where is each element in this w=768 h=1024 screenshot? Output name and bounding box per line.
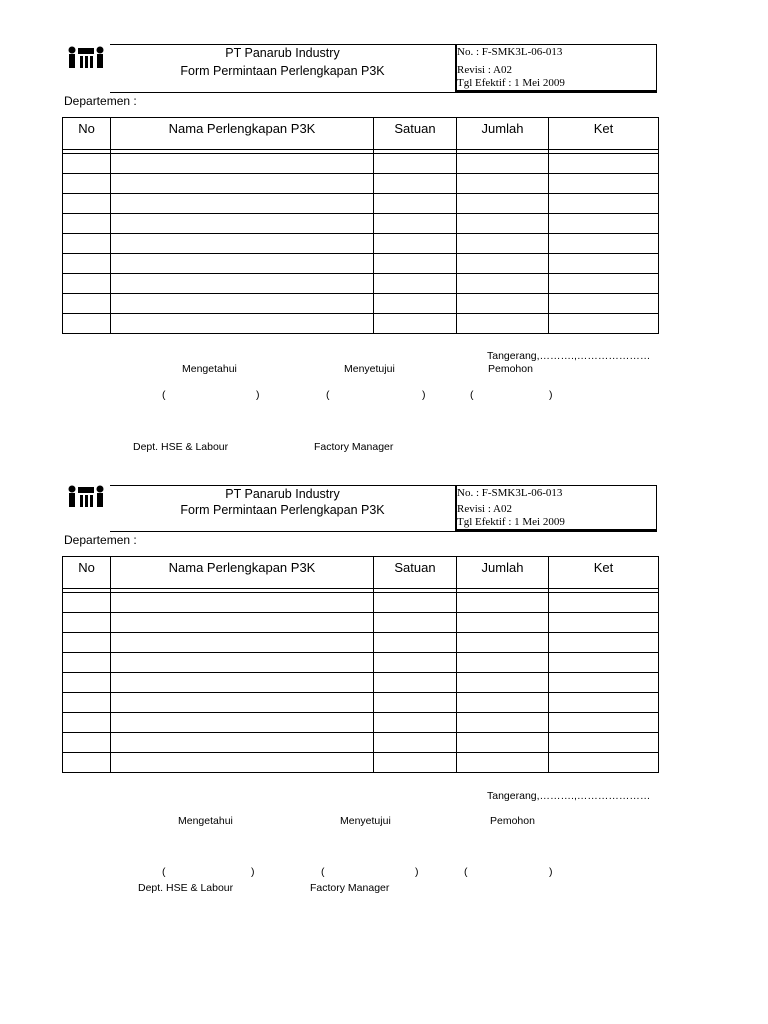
revision: Revisi : A02	[457, 503, 513, 515]
col-no: No	[63, 118, 111, 150]
col-jumlah: Jumlah	[457, 557, 549, 589]
table-row[interactable]	[63, 653, 659, 673]
effective-date: Tgl Efektif : 1 Mei 2009	[457, 77, 565, 89]
table-row[interactable]	[63, 693, 659, 713]
sig-open-1: (	[162, 866, 166, 878]
table-row[interactable]	[63, 154, 659, 174]
form-title: Form Permintaan Perlengkapan P3K	[180, 64, 385, 78]
company-logo-icon	[65, 483, 107, 511]
table-row[interactable]	[63, 713, 659, 733]
meta-underline	[455, 90, 657, 92]
revision: Revisi : A02	[457, 64, 513, 76]
menyetujui-label: Menyetujui	[344, 363, 395, 375]
sig-close-3: )	[549, 389, 553, 401]
sig-open-1: (	[162, 389, 166, 401]
menyetujui-label: Menyetujui	[340, 815, 391, 827]
sig-open-3: (	[464, 866, 468, 878]
table-row[interactable]	[63, 613, 659, 633]
dept-hse-label: Dept. HSE & Labour	[133, 441, 229, 453]
col-satuan: Satuan	[374, 118, 457, 150]
col-satuan: Satuan	[374, 557, 457, 589]
factory-manager-label: Factory Manager	[310, 882, 390, 894]
sig-close-2: )	[415, 866, 419, 878]
table-row[interactable]	[63, 733, 659, 753]
place-date: Tangerang,……….,…………………	[487, 790, 651, 802]
factory-manager-label: Factory Manager	[314, 441, 394, 453]
col-nama: Nama Perlengkapan P3K	[111, 557, 374, 589]
mengetahui-label: Mengetahui	[178, 815, 233, 827]
place-date: Tangerang,……….,…………………	[487, 350, 651, 362]
table-row[interactable]	[63, 673, 659, 693]
col-jumlah: Jumlah	[457, 118, 549, 150]
effective-date: Tgl Efektif : 1 Mei 2009	[457, 516, 565, 528]
sig-close-1: )	[256, 389, 260, 401]
sig-open-3: (	[470, 389, 474, 401]
company-name: PT Panarub Industry	[225, 46, 340, 60]
doc-number: No. : F-SMK3L-06-013	[457, 46, 563, 58]
table-row[interactable]	[63, 314, 659, 334]
pemohon-label: Pemohon	[490, 815, 535, 827]
company-logo-icon	[65, 44, 107, 72]
table-header-row	[63, 118, 659, 150]
departemen-label: Departemen :	[64, 533, 137, 547]
form-title: Form Permintaan Perlengkapan P3K	[180, 503, 385, 517]
table-row[interactable]	[63, 214, 659, 234]
col-no: No	[63, 557, 111, 589]
table-row[interactable]	[63, 174, 659, 194]
sig-close-3: )	[549, 866, 553, 878]
items-table	[62, 556, 659, 773]
doc-number: No. : F-SMK3L-06-013	[457, 487, 563, 499]
col-ket: Ket	[549, 118, 659, 150]
items-table	[62, 117, 659, 334]
meta-underline	[455, 529, 657, 531]
table-row[interactable]	[63, 234, 659, 254]
table-row[interactable]	[63, 274, 659, 294]
departemen-label: Departemen :	[64, 94, 137, 108]
sig-open-2: (	[321, 866, 325, 878]
table-row[interactable]	[63, 294, 659, 314]
table-row[interactable]	[63, 254, 659, 274]
sig-close-2: )	[422, 389, 426, 401]
pemohon-label: Pemohon	[488, 363, 533, 375]
table-header-row	[63, 557, 659, 589]
sig-close-1: )	[251, 866, 255, 878]
dept-hse-label: Dept. HSE & Labour	[138, 882, 234, 894]
company-name: PT Panarub Industry	[225, 487, 340, 501]
col-ket: Ket	[549, 557, 659, 589]
table-row[interactable]	[63, 633, 659, 653]
table-row[interactable]	[63, 593, 659, 613]
col-nama: Nama Perlengkapan P3K	[111, 118, 374, 150]
table-row[interactable]	[63, 194, 659, 214]
table-row[interactable]	[63, 753, 659, 773]
sig-open-2: (	[326, 389, 330, 401]
mengetahui-label: Mengetahui	[182, 363, 237, 375]
